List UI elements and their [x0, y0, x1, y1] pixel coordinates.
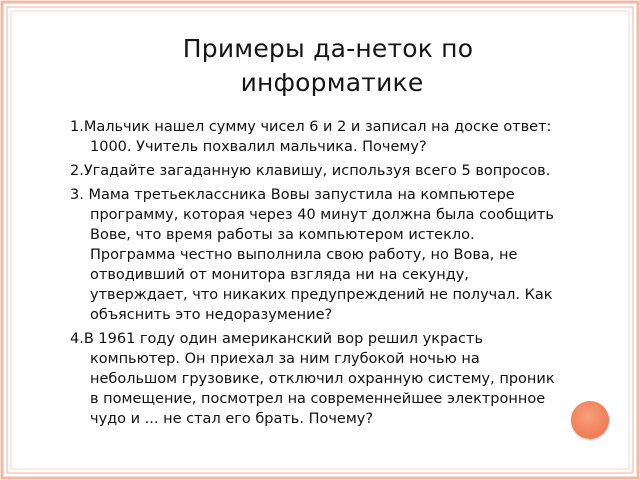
question-3-line-3: Вове, что время работы за компьютером истекло. — [90, 227, 475, 243]
question-4-line-3: небольшом грузовике, отключил охранную систему, проник — [90, 371, 555, 387]
question-3-line-7: объяснить это недоразумение? — [90, 307, 333, 323]
slide-title-line-1: Примеры да-неток по — [182, 34, 474, 63]
slide-title — [118, 32, 538, 100]
question-4-line-5: чудо и ... не стал его брать. Почему? — [90, 411, 374, 427]
question-4-line-2: компьютер. Он приехал за ним глубокой ночью на — [90, 351, 480, 367]
question-4-line-4: в помещение, посмотрел на современнейшее электронное — [90, 391, 546, 407]
question-item-3 — [70, 185, 618, 325]
question-1-line-2: 1000. Учитель похвалил мальчика. Почему? — [90, 139, 427, 155]
question-3-line-4: Программа честно выполнила свою работу, но Вова, не — [90, 247, 518, 263]
question-4-first-line: 4.В 1961 году один американский вор решил украсть — [70, 331, 484, 347]
question-item-4 — [70, 329, 618, 429]
question-item-1 — [70, 117, 618, 157]
orange-circle-decoration — [571, 401, 609, 439]
question-item-2 — [70, 161, 618, 181]
question-1-first-line: 1.Мальчик нашел сумму чисел 6 и 2 и записал на доске ответ: — [70, 119, 552, 135]
question-3-line-6: утверждает, что никаких предупреждений не получал. Как — [90, 287, 553, 303]
question-2-first-line: 2.Угадайте загаданную клавишу, используя всего 5 вопросов. — [70, 163, 551, 179]
slide-title-line-2: информатике — [240, 68, 424, 97]
question-3-line-2: программу, которая через 40 минут должна была сообщить — [90, 207, 554, 223]
question-list — [70, 117, 618, 433]
question-3-first-line: 3. Мама третьеклассника Вовы запустила на компьютере — [70, 187, 515, 203]
question-3-line-5: отводивший от монитора взгляда ни на секунду, — [90, 267, 469, 283]
